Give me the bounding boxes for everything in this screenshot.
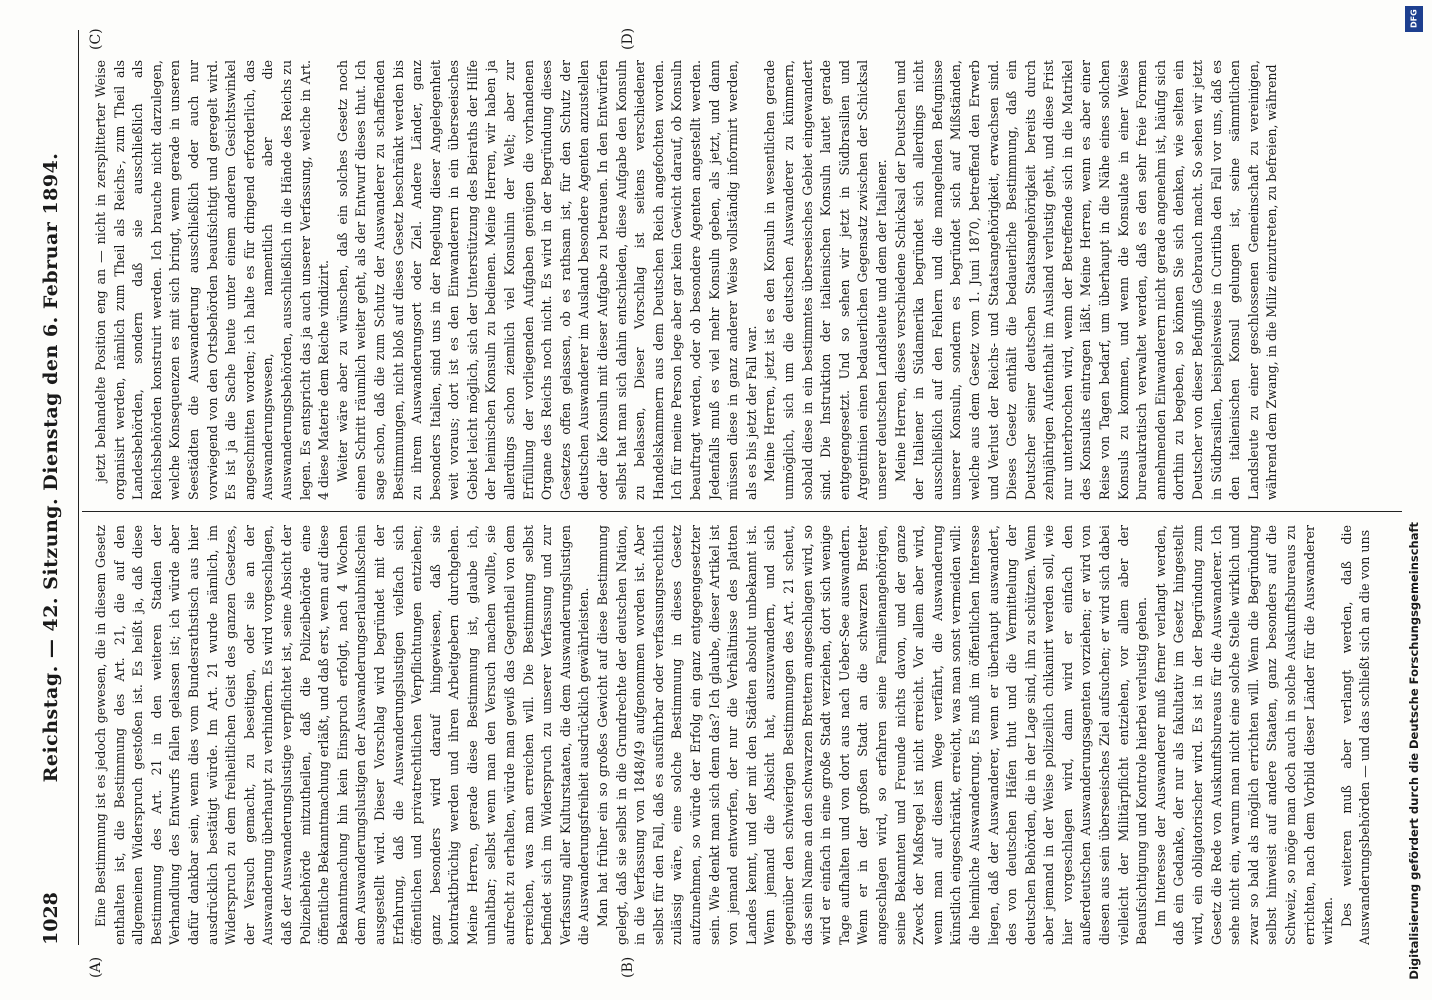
dfg-logo: DFG <box>1405 6 1423 32</box>
page-header <box>40 30 70 945</box>
paragraph: Meine Herren, dieses verschiedene Schicksal der Deutschen und der Italiener in Südamerika begründet sich allerdings nicht ausschließlich auf den Fehlern und die mangelnden Befugnisse unserer Konsuln, sondern es begründet sich auf Mißständen, welche aus dem Gesetz vom 1. Juni 1870, betreffend den Erwerb und Verlust der Reichs- und Staatsangehörigkeit, erwachsen sind. Dieses Gesetz enthält die bedauerliche Bestimmung, daß ein Deutscher seiner deutschen Staatsangehörigkeit bereits durch zehnjährigen Aufenthalt im Ausland verlustig geht, und diese Frist nur unterbrochen wird, wenn der Betreffende sich in die Matrikel des Konsulats eintragen läßt. Meine Herren, wenn es aber einer Reise von Tagen bedarf, um überhaupt in die Nähe eines solchen Konsuls zu kommen, und wenn die Konsulate in einer Weise bureaukratisch verwaltet werden, daß es den sehr freie Formen annehmenden Einwanderern nicht gerade angenehm ist, häufig sich dorthin zu begeben, so können Sie sich denken, wie selten ein Deutscher von dieser Befugniß Gebrauch macht. So sehen wir jetzt in Südbrasilien, beispielsweise in Curitiba den Fall vor uns, daß es den italienischen Konsul gelungen ist, seine sämmtlichen Landsleute zu einer geschlossenen Gemeinschaft zu vereinigen, während dem Zwang, in die Miliz einzutreten, zu befreien, während <box>892 60 1280 500</box>
right-column <box>92 60 1396 500</box>
credit-text: Digitalisierung gefördert durch die Deutsche Forschungsgemeinschaft <box>1407 522 1421 980</box>
margin-mark-a: (A) <box>88 956 104 978</box>
paragraph: Meine Herren, jetzt ist es den Konsuln in wesentlichen gerade unmöglich, sich um die deutschen Auswanderer zu kümmern, sobald diese in ein bestimmtes überseeisches Gebiet eingewandert sind. Die Instruktion der italienischen Konsuln lautet gerade entgegengesetzt. Und so sehen wir jetzt in Südbrasilien und Argentinien einen bedauerlichen Gegensatz zwischen der Schicksal unserer deutschen Landsleute und dem der Italiener. <box>762 60 889 500</box>
margin-mark-d: (D) <box>620 27 636 50</box>
paragraph: jetzt behandelte Position eng an — nicht in zersplitterter Weise organisirt werden, nämlich zum Theil als Reichs-, zum Theil als Landesbehörden, sondern daß sie ausschließlich als Reichsbehörden konstruirt werden. Ich brauche nicht darzulegen, welche Konsequenzen es mit sich bringt, wenn gerade in unseren Seestädten die Auswanderung ausschließlich oder auch nur vorwiegend von den Ortsbehörden beaufsichtigt und geregelt wird. Es ist ja die Sache heute unter einem anderen Gesichtswinkel angeschnitten worden; ich halte es für dringend erforderlich, das Auswanderungswesen, namentlich aber die Auswanderungsbehörden, ausschließlich in die Hände des Reichs zu legen. Es entspricht das ja auch unserer Verfassung, welche in Art. 4 diese Materie dem Reiche vindizirt. <box>93 60 332 500</box>
left-column <box>92 525 1396 945</box>
digitization-credit <box>1398 0 1430 1000</box>
paragraph: Weiter wäre aber zu wünschen, daß ein solches Gesetz noch einen Schritt räumlich weiter geht, als der Entwurf dieses thut. Ich sage schon, daß die zum Schutz der Auswanderer zu schaffenden Bestimmungen, nicht bloß auf dieses Gesetz beschränkt werden bis zu ihrem Auswanderungsort oder Ziel. Andere Länder, ganz besonders Italien, sind uns in der Regelung dieser Angelegenheit weit voraus; dort ist es den Einwanderern in ein überseeisches Gebiet leicht möglich, sich der Unterstützung des Beiraths der Hilfe der heimischen Konsuln zu bedienen. Meine Herren, wir haben ja allerdings schon ziemlich viel Konsulnin der Welt; aber zur Erfüllung der vorliegenden Aufgaben genügen die vorhandenen Organe des Reichs noch nicht. Es wird in der Begründung dieses Gesetzes offen gelassen, ob es rathsam ist, für den Schutz der deutschen Auswanderer im Ausland besondere Agenten anzustellen oder die Konsuln mit dieser Aufgabe zu betrauen. In den Entwürfen selbst hat man sich dahin entschieden, diese Aufgabe den Konsuln zu belassen, Dieser Vorschlag ist seitens verschiedener Handelskammern aus dem Deutschen Reich angefochten worden. Ich für meine Person lege aber gar kein Gewicht darauf, ob Konsuln beauftragt werden, oder ob besondere Agenten angestellt werden. Jedenfalls muß es viel mehr Konsuln geben, als jetzt, und dann müssen diese in ganz anderer Weise vollständig informirt werden, als es bis jetzt der Fall war. <box>334 60 759 500</box>
column-divider <box>82 511 1402 512</box>
page-number: 1028 <box>40 892 62 945</box>
paragraph: Man hat früher ein so großes Gewicht auf diese Bestimmung gelegt, daß sie selbst in die Grundrechte der deutschen Nation, in die Verfassung von 1848/49 aufgenommen worden ist. Aber selbst für den Fall, daß es ausführbar oder verfassungsrechtlich zulässig wäre, eine solche Bestimmung in dieses Gesetz aufzunehmen, so würde der Erfolg ein ganz entgegengesetzter sein. Wie denkt man sich denn das? Ich glaube, dieser Artikel ist von jemand entworfen, der nur die Verhältnisse des platten Landes kennt, und der mit den Städten absolut unbekannt ist. Wenn jemand die Absicht hat, auszuwandern, und sich gegenüber den schwierigen Bestimmungen des Art. 21 scheut, das sein Name an den schwarzen Brettern angeschlagen wird, so wird er einfach in eine große Stadt verziehen, dort sich wenige Tage aufhalten und von dort aus nach Ueber-See auswandern. Wenn er in der großen Stadt an die schwarzen Bretter angeschlagen wird, so erfahren seine Familienangehörigen, seine Bekannten und Freunde nichts davon, und der ganze Zweck der Maßregel ist nicht erreicht. Vor allem aber wird, wenn man auf diesem Wege verfährt, die Auswanderung künstlich eingeschränkt, erreicht, was man sonst vermeiden will: die heimliche Auswanderung. Es muß im öffentlichen Interesse liegen, daß der Auswanderer, wenn er überhaupt auswandert, des von deutschen Häfen thut und die Vermittelung der deutschen Behörden, die in der Lage sind, ihn zu schützen. Wenn aber jemand in der Weise polizeilich chikanirt werden soll, wie hier vorgeschlagen wird, dann wird er einfach den außerdeutschen Auswanderungsagenten vorziehen; er wird von diesen aus sein überseeisches Ziel aufsuchen; er wird sich dabei vielleicht der Militärpflicht entziehen, vor allem aber der Beaufsichtigung und Kontrole hierbei verlustig gehen. <box>595 525 1150 945</box>
paragraph: Im Interesse der Auswanderer muß ferner verlangt werden, daß ein Gedanke, der nur als fakultativ im Gesetz hingestellt wird, ein obligatorischer wird. Es ist in der Begründung zum Gesetz die Rede von Auskunftsbureaus für die Auswanderer. Ich sehe nicht ein, warum man nicht eine solche Stelle wirklich und zwar so bald als möglich errichten will. Wenn die Begründung selbst hinweist auf andere Staaten, ganz besonders auf die Schweiz, so möge man doch auch in solche Auskunftsbureaus zu errichten, nach dem Vorbild dieser Länder für die Auswanderer wirken. <box>1152 525 1336 945</box>
running-head: Reichstag. — 42. Sitzung. Dienstag den 6. Februar 1894. <box>40 152 62 783</box>
header-rule <box>78 30 79 945</box>
margin-mark-c: (C) <box>88 28 104 50</box>
margin-mark-b: (B) <box>620 956 636 978</box>
paragraph: Eine Bestimmung ist es jedoch gewesen, die in diesem Gesetz enthalten ist, die Bestimmung des Art. 21, die auf den allgemeinen Widerspruch gestoßen ist. Es heißt ja, daß diese Bestimmung des Art. 21 in den weiteren Stadien der Verhandlung des Entwurfs fallen gelassen ist; ich würde aber dafür dankbar sein, wenn dies vom Bundesrathstisch aus hier ausdrücklich bestätigt würde. Im Art. 21 wurde nämlich, im Widerspruch zu dem freiheitlichen Geist des ganzen Gesetzes, der Versuch gemacht, zu beseitigen, oder sie an der Auswanderung überhaupt zu verhindern. Es wird vorgeschlagen, daß der Auswanderungslustige verpflichtet ist, seine Absicht der Polizeibehörde mitzutheilen, daß die Polizeibehörde eine öffentliche Bekanntmachung erläßt, und daß erst, wenn auf diese Bekanntmachung hin kein Einspruch erfolgt, nach 4 Wochen dem Auswanderungslustigen der Auswanderungserlaubnißschein ausgestellt wird. Dieser Vorschlag wird begründet mit der Erfahrung, daß die Auswanderungslustigen vielfach sich öffentlichen und privatrechtlichen Verpflichtungen entziehen; ganz besonders wird darauf hingewiesen, daß sie kontraktbrüchig werden und ihren Arbeitgebern durchgehen. Meine Herren, gerade diese Bestimmung ist, glaube ich, unhaltbar; selbst wenn man den Versuch machen wollte, sie aufrecht zu erhalten, würde man gewiß das Gegentheil von dem erreichen, was man erreichen will. Die Bestimmung selbst befindet sich im Widerspruch zu unserer Verfassung und zur Verfassung aller Kulturstaaten, die dem Auswanderungslustigen die Auswanderungsfreiheit ausdrücklich gewährleisten. <box>93 525 592 945</box>
paragraph: Des weiteren muß aber verlangt werden, daß die Auswanderungsbehörden — und das schließt sich an die von uns <box>1338 525 1373 945</box>
